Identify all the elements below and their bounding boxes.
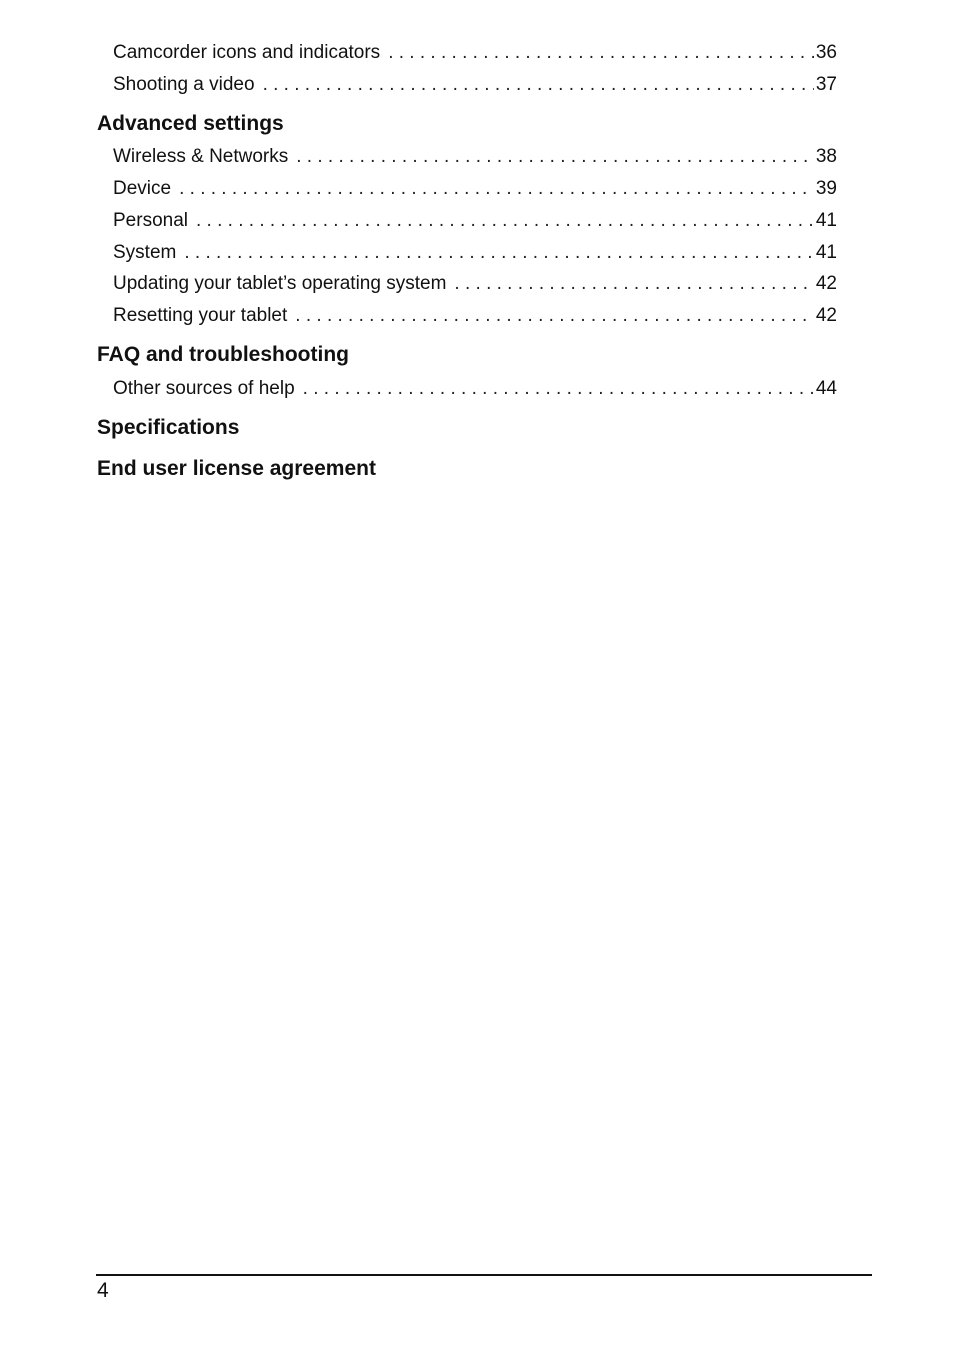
toc-entry-label: Other sources of help <box>113 378 295 399</box>
dot-leader <box>303 377 814 401</box>
toc-entry-page: 44 <box>815 378 837 399</box>
toc-entry-label: Wireless & Networks <box>113 146 289 167</box>
toc-entry-page: 36 <box>815 42 837 63</box>
dot-leader <box>179 177 814 201</box>
toc-entry-shooting-video[interactable] <box>113 73 837 97</box>
toc-heading-advanced-settings[interactable]: Advanced settings <box>97 112 284 135</box>
toc-entry-wireless-networks[interactable] <box>113 145 837 169</box>
toc-entry-page: 38 <box>815 146 837 167</box>
toc-entry-page: 41 <box>815 210 837 231</box>
dot-leader <box>184 241 814 265</box>
dot-leader <box>196 209 814 233</box>
toc-entry-page: 37 <box>815 74 837 95</box>
footer-rule <box>96 1274 872 1276</box>
toc-entry-resetting-tablet[interactable] <box>113 304 837 328</box>
toc-entry-other-sources-help[interactable] <box>113 377 837 401</box>
toc-entry-label: Camcorder icons and indicators <box>113 42 381 63</box>
dot-leader <box>454 272 813 296</box>
toc-entry-label: Resetting your tablet <box>113 305 288 326</box>
toc-entry-page: 42 <box>815 273 837 294</box>
dot-leader <box>295 304 814 328</box>
dot-leader <box>296 145 814 169</box>
page-number: 4 <box>97 1279 109 1302</box>
toc-heading-specifications[interactable]: Specifications <box>97 416 240 439</box>
toc-entry-label: Shooting a video <box>113 74 255 95</box>
toc-entry-label: System <box>113 242 177 263</box>
dot-leader <box>388 41 814 65</box>
toc-entry-label: Device <box>113 178 172 199</box>
toc-heading-eula[interactable]: End user license agreement <box>97 457 376 480</box>
toc-entry-page: 42 <box>815 305 837 326</box>
toc-entry-label: Personal <box>113 210 188 231</box>
dot-leader <box>263 73 814 97</box>
toc-entry-personal[interactable] <box>113 209 837 233</box>
toc-heading-faq[interactable]: FAQ and troubleshooting <box>97 343 349 366</box>
toc-entry-device[interactable] <box>113 177 837 201</box>
toc-entry-system[interactable] <box>113 241 837 265</box>
toc-entry-camcorder-icons[interactable] <box>113 41 837 65</box>
toc-entry-page: 41 <box>815 242 837 263</box>
toc-entry-page: 39 <box>815 178 837 199</box>
toc-entry-updating-os[interactable] <box>113 272 837 296</box>
toc-entry-label: Updating your tablet’s operating system <box>113 273 447 294</box>
